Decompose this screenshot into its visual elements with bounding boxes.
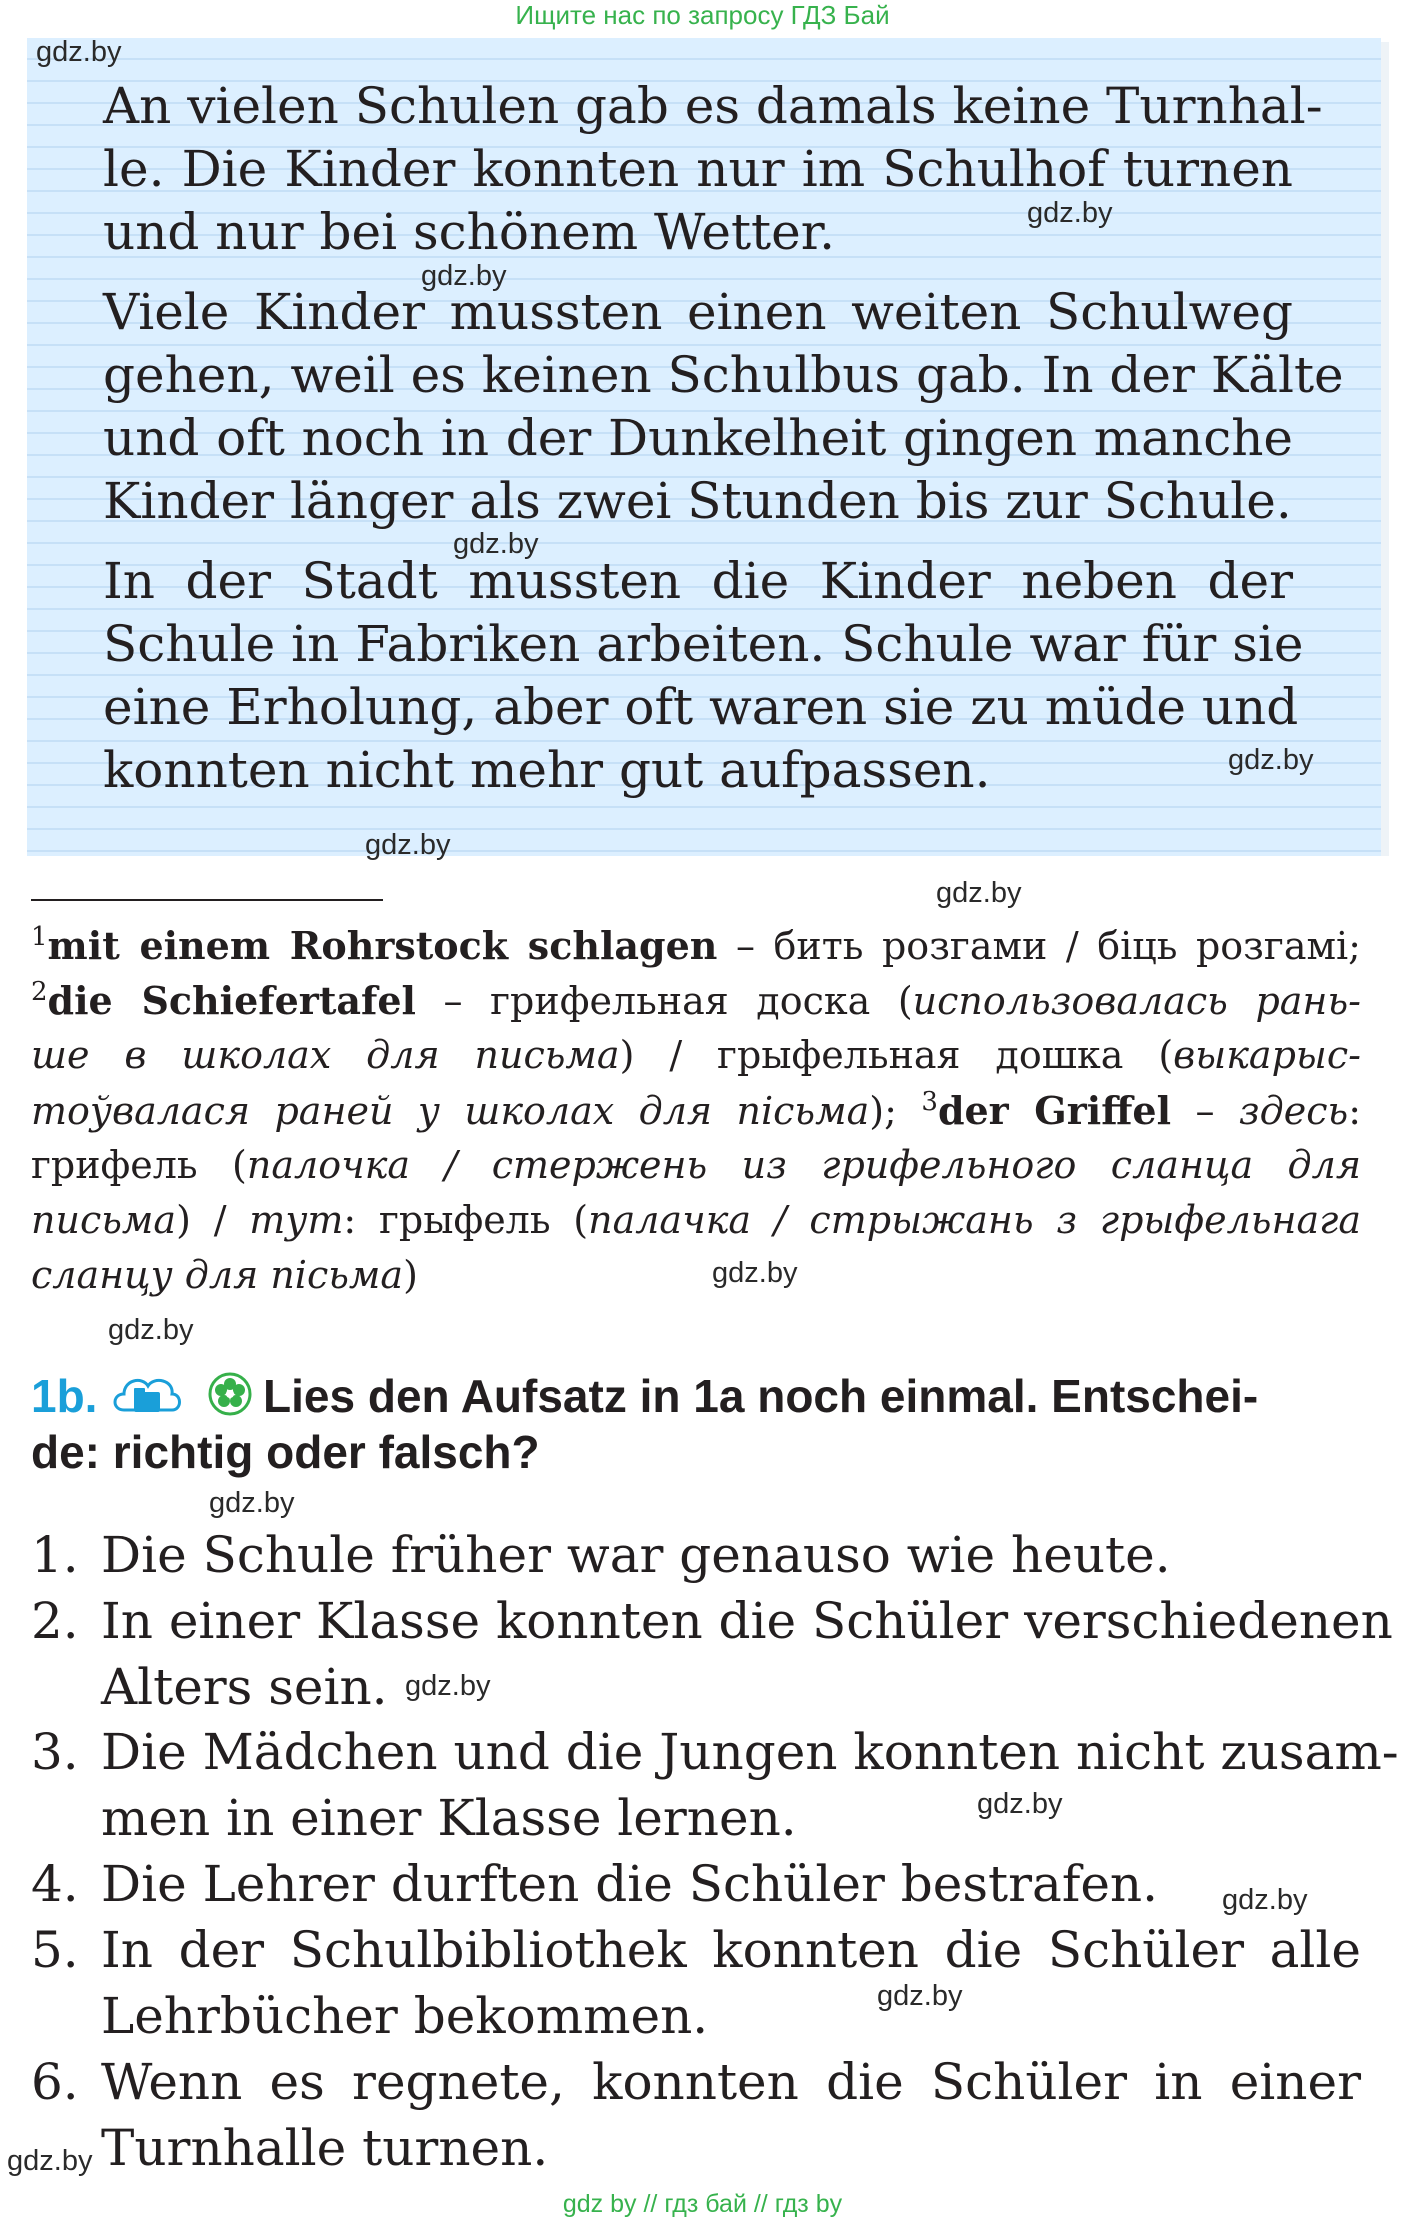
text-line: An vielen Schulen gab es damals keine Turnhal-: [103, 77, 1323, 135]
footnotes: [31, 918, 1361, 1303]
statement-number: 4.: [31, 1855, 79, 1913]
footnote-line: $^2$die Schiefertafel – грифельная доска (использовалась рань-: [31, 977, 1361, 1023]
watermark: gdz.by: [7, 2145, 93, 2177]
watermark: gdz.by: [1228, 744, 1314, 776]
statement-line: Lehrbücher bekommen.: [101, 1987, 709, 2045]
statement-line: Wenn es regnete, konnten die Schüler in einer: [101, 2053, 1361, 2111]
watermark: gdz.by: [421, 260, 507, 292]
footnote-line: сланцу для пісьма): [31, 1253, 418, 1297]
folder-cloud-icon: [110, 1370, 184, 1430]
task-heading: [31, 1368, 1361, 1480]
watermark: gdz.by: [108, 1314, 194, 1346]
watermark: gdz.by: [1027, 197, 1113, 229]
footnote-line: письма) / тут: грыфель (палачка / стрыжань з грыфельнага: [31, 1198, 1361, 1242]
text-line: Kinder länger als zwei Stunden bis zur Schule.: [103, 472, 1292, 530]
watermark: gdz.by: [936, 877, 1022, 909]
watermark: gdz.by: [1222, 1884, 1308, 1916]
watermark: gdz.by: [977, 1788, 1063, 1820]
statement-number: 6.: [31, 2053, 79, 2111]
statement-line: In der Schulbibliothek konnten die Schüler alle: [101, 1921, 1361, 1979]
task-line: 1b. Lies den Aufsatz in 1a noch einmal. Entschei-: [31, 1368, 1361, 1424]
watermark: gdz.by: [365, 829, 451, 861]
statement-line: Die Lehrer durften die Schüler bestrafen.: [101, 1855, 1159, 1913]
top-banner: Ищите нас по запросу ГДЗ Бай: [515, 0, 890, 30]
statement-number: 5.: [31, 1921, 79, 1979]
statement-line: Turnhalle turnen.: [101, 2119, 549, 2177]
paragraph-3: [103, 550, 1304, 802]
text-line: gehen, weil es keinen Schulbus gab. In der Kälte: [103, 346, 1344, 404]
text-line: Schule in Fabriken arbeiten. Schule war für sie: [103, 615, 1304, 673]
footnote-line: ше в школах для письма) / грыфельная дошка (выкарыс-: [31, 1033, 1361, 1077]
footnote-line: $^1$mit einem Rohrstock schlagen – бить розгами / біць розгамі;: [31, 922, 1361, 968]
flower-icon: [207, 1370, 253, 1430]
statement-number: 3.: [31, 1723, 79, 1781]
statement-line: Die Schule früher war genauso wie heute.: [101, 1526, 1171, 1584]
watermark: gdz.by: [209, 1487, 295, 1519]
footnote-divider: [31, 899, 383, 901]
footnote-line: тоўвалася раней у школах для пісьма); $^3$der Griffel – здесь:: [31, 1087, 1361, 1133]
text-line: konnten nicht mehr gut aufpassen.: [103, 741, 991, 799]
statement-line: men in einer Klasse lernen.: [101, 1789, 797, 1847]
watermark: gdz.by: [36, 36, 122, 68]
text-line: und nur bei schönem Wetter.: [103, 203, 836, 261]
paragraph-1: [103, 75, 1323, 264]
watermark: gdz.by: [877, 1980, 963, 2012]
statement-number: 2.: [31, 1592, 79, 1650]
text-line: eine Erholung, aber oft waren sie zu müde und: [103, 678, 1299, 736]
text-line: und oft noch in der Dunkelheit gingen manche: [103, 409, 1293, 467]
statement-number: 1.: [31, 1526, 79, 1584]
statement-line: In einer Klasse konnten die Schüler verschiedenen: [101, 1592, 1393, 1650]
text-line: In der Stadt mussten die Kinder neben der: [103, 552, 1293, 610]
footnote-line: грифель (палочка / стержень из грифельного сланца для: [31, 1143, 1362, 1187]
statement-line: Alters sein.: [101, 1658, 388, 1716]
statement-line: Die Mädchen und die Jungen konnten nicht zusam-: [101, 1723, 1399, 1781]
watermark: gdz.by: [453, 528, 539, 560]
paragraph-2: [103, 281, 1344, 533]
text-line: Viele Kinder mussten einen weiten Schulweg: [103, 283, 1293, 341]
bottom-banner: gdz by // гдз бай // гдз by: [562, 2190, 843, 2218]
watermark: gdz.by: [712, 1257, 798, 1289]
watermark: gdz.by: [405, 1670, 491, 1702]
task-line: de: richtig oder falsch?: [31, 1426, 540, 1478]
task-number: 1b.: [31, 1370, 98, 1422]
text-line: le. Die Kinder konnten nur im Schulhof turnen: [103, 140, 1293, 198]
